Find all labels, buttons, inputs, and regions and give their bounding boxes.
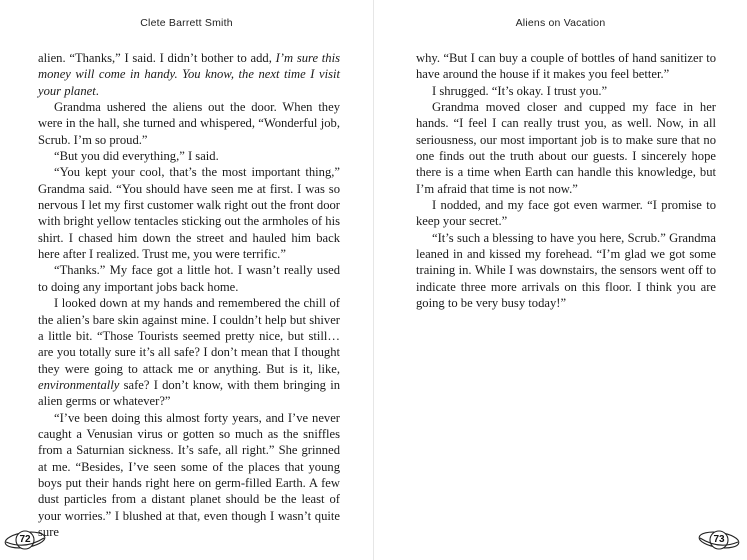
paragraph: “But you did everything,” I said. xyxy=(54,149,219,164)
paragraph: “I’ve been doing this almost forty years, and I’ve never caught a Venusian virus or gotten so much as the sniffles from a Saturnian sickness. It’s safe, all right.” She grinned at me. “Besides, I’ve seen some of the places that young boys put their hands right here on germ-filled Earth. A few dust particles from a distant planet should be the least of your worries.” I blushed at that, even though I wasn’t quite sure xyxy=(38,410,340,539)
left-page xyxy=(0,0,373,560)
paragraph: “Thanks.” My face got a little hot. I wasn’t really used to doing any important jobs back home. xyxy=(38,263,340,294)
running-head-title: Aliens on Vacation xyxy=(515,17,606,29)
paragraph: Grandma moved closer and cupped my face in her hands. “I feel I can really trust you, as well. Now, in all seriousness, our most important job is to make sure that no one finds out the truth about our guests. I sincerely hope there is a time when Earth can handle this knowledge, but I’m afraid that time is not now.” xyxy=(416,100,716,196)
paragraph: why. “But I can buy a couple of bottles of hand sanitizer to have around the house if it makes you feel better.” xyxy=(416,51,716,82)
paragraph: “It’s such a blessing to have you here, Scrub.” Grandma leaned in and kissed my forehead. “I’m glad we got some training in. While I was downstairs, the sensors went off to indicate three more arrivals on this floor. I think you are going to be very busy today!” xyxy=(416,230,716,311)
page-number: 72 xyxy=(19,534,31,545)
paragraph: Grandma ushered the aliens out the door. When they were in the hall, she turned and whispered, “Wonderful job, Scrub. I’m so proud.” xyxy=(38,100,340,147)
paragraph: I looked down at my hands and remembered the chill of the alien’s bare skin against mine. I couldn’t help but shiver a little bit. “Those Tourists seemed pretty nice, but still… are you totally sure it’s all safe? I don’t mean that I thought they were going to attack me or anything. But is it, like, environmentally safe? I don’t know, with them bringing in alien germs or whatever?” xyxy=(38,296,340,409)
right-page-body xyxy=(416,50,716,312)
paragraph: I nodded, and my face got even warmer. “I promise to keep your secret.” xyxy=(416,198,716,229)
right-page xyxy=(374,0,747,560)
paragraph: “You kept your cool, that’s the most important thing,” Grandma said. “You should have seen me at first. I was so nervous I let my first customer walk right out the front door with bright yellow tentacles sticking out the armholes of his shirt. I chased him down the street and hauled him back here after I realized. Trust me, you were terrific.” xyxy=(38,165,340,262)
page-number: 73 xyxy=(713,534,725,545)
page-number-left xyxy=(3,528,47,552)
running-head-author: Clete Barrett Smith xyxy=(140,17,233,29)
paragraph: I shrugged. “It’s okay. I trust you.” xyxy=(432,83,608,98)
page-number-right xyxy=(697,528,741,552)
left-page-body xyxy=(38,50,340,540)
paragraph: alien. “Thanks,” I said. I didn’t bother to add, I’m sure this money will come in handy. You know, the next time I visit your planet. xyxy=(38,51,340,98)
